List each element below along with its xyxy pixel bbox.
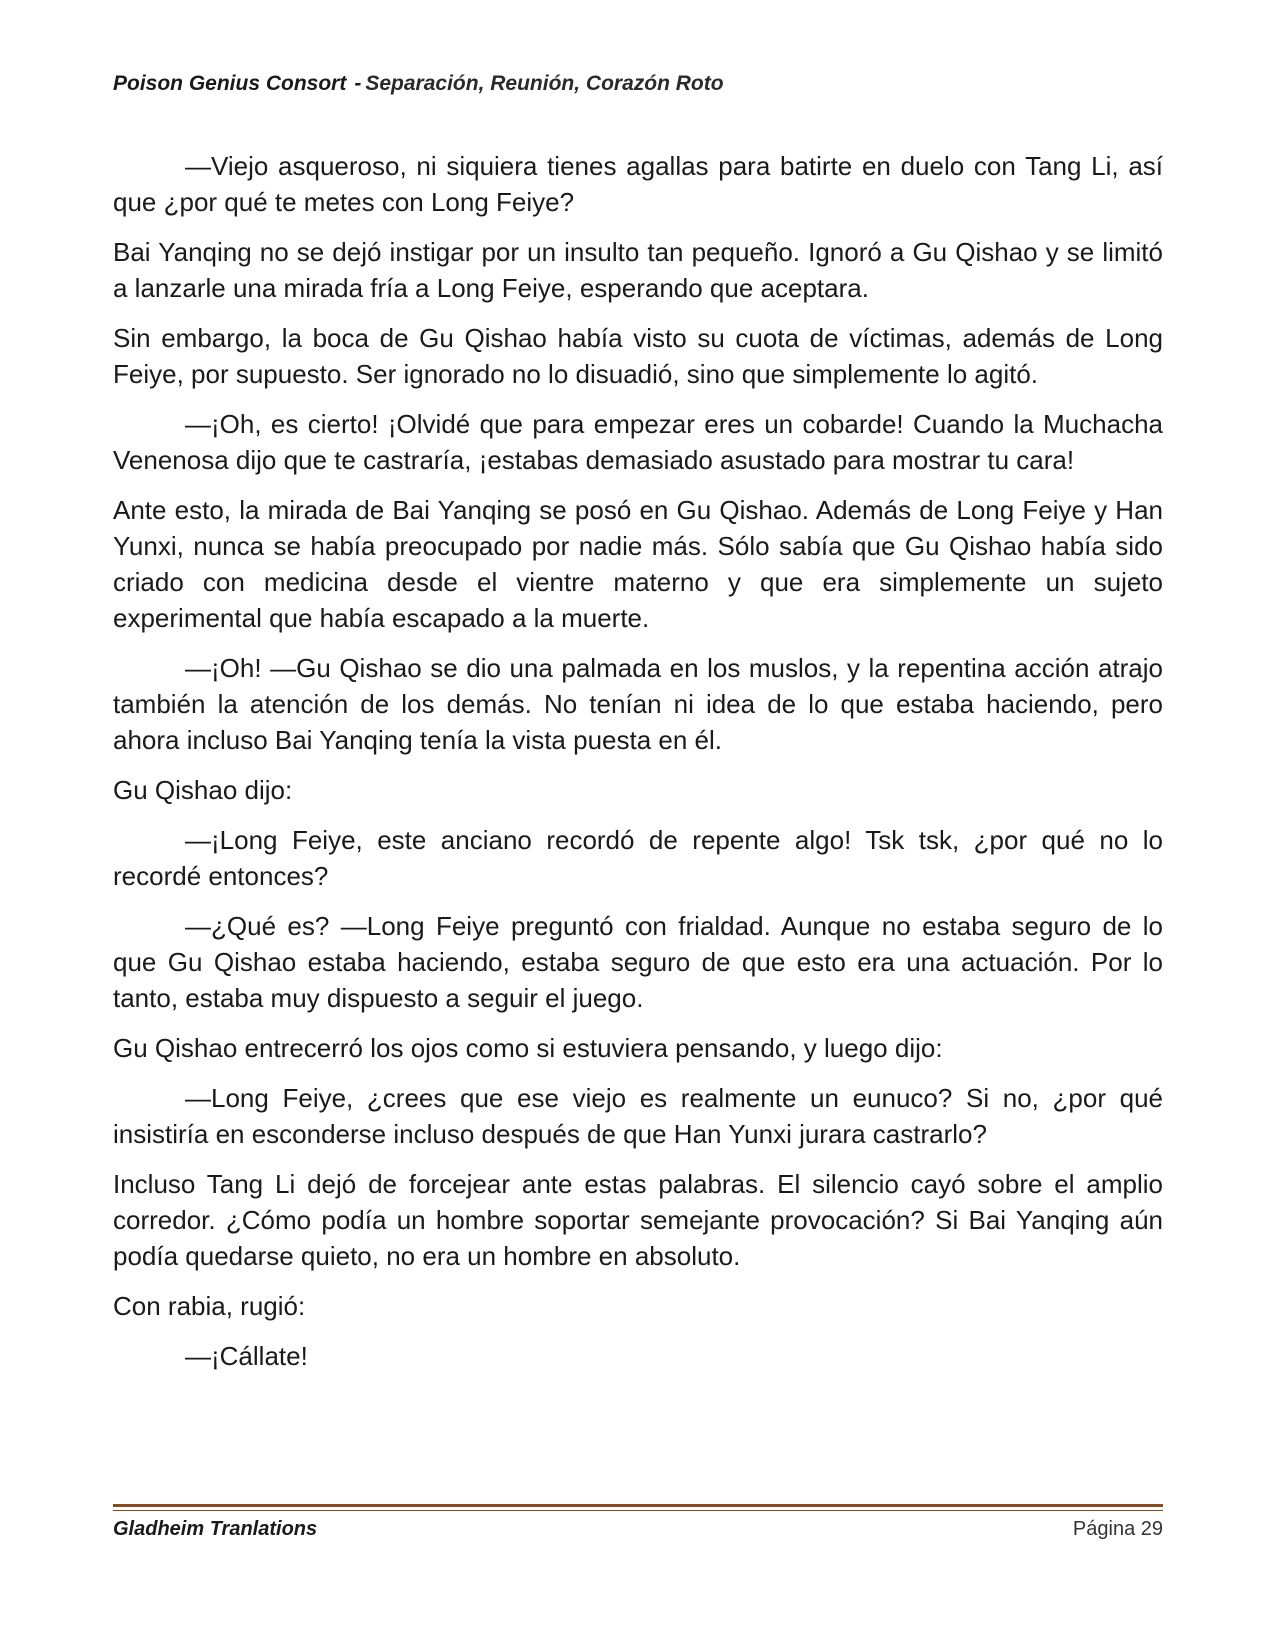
paragraph: Gu Qishao dijo: <box>113 775 293 805</box>
chapter-title: Separación, Reunión, Corazón Roto <box>365 72 724 95</box>
paragraph: Sin embargo, la boca de Gu Qishao había visto su cuota de víctimas, además de Long Feiye, por supuesto. Ser ignorado no lo disuadió, sino que simplemente lo agitó. <box>113 323 1163 389</box>
paragraph: Incluso Tang Li dejó de forcejear ante estas palabras. El silencio cayó sobre el amplio corredor. ¿Cómo podía un hombre soportar semejante provocación? Si Bai Yanqing aún podía quedarse quieto, no era un hombre en absoluto. <box>113 1169 1163 1271</box>
paragraph-dialog: —¡Long Feiye, este anciano recordó de repente algo! Tsk tsk, ¿por qué no lo recordé entonces? <box>113 825 1163 891</box>
page-body <box>113 148 1163 1388</box>
paragraph-dialog: —Viejo asqueroso, ni siquiera tienes agallas para batirte en duelo con Tang Li, así que ¿por qué te metes con Long Feiye? <box>113 151 1163 217</box>
footer-rule-thick <box>113 1504 1163 1507</box>
paragraph-dialog: —¡Oh, es cierto! ¡Olvidé que para empezar eres un cobarde! Cuando la Muchacha Venenosa dijo que te castraría, ¡estabas demasiado asustado para mostrar tu cara! <box>113 409 1163 475</box>
page-header <box>113 72 1163 96</box>
paragraph: Gu Qishao entrecerró los ojos como si estuviera pensando, y luego dijo: <box>113 1033 943 1063</box>
page-number: Página 29 <box>1072 1518 1163 1540</box>
paragraph: Con rabia, rugió: <box>113 1291 306 1321</box>
paragraph-dialog: —¡Cállate! <box>185 1341 308 1371</box>
paragraph-dialog: —Long Feiye, ¿crees que ese viejo es realmente un eunuco? Si no, ¿por qué insistiría en esconderse incluso después de que Han Yunxi jurara castrarlo? <box>113 1083 1163 1149</box>
paragraph-dialog: —¡Oh! —Gu Qishao se dio una palmada en los muslos, y la repentina acción atrajo también la atención de los demás. No tenían ni idea de lo que estaba haciendo, pero ahora incluso Bai Yanqing tenía la vista puesta en él. <box>113 653 1163 755</box>
paragraph: Ante esto, la mirada de Bai Yanqing se posó en Gu Qishao. Además de Long Feiye y Han Yunxi, nunca se había preocupado por nadie más. Sólo sabía que Gu Qishao había sido criado con medicina desde el vientre materno y que era simplemente un sujeto experimental que había escapado a la muerte. <box>113 495 1163 633</box>
paragraph: Bai Yanqing no se dejó instigar por un insulto tan pequeño. Ignoró a Gu Qishao y se limitó a lanzarle una mirada fría a Long Feiye, esperando que aceptara. <box>113 237 1163 303</box>
header-separator: - <box>354 72 362 95</box>
paragraph-dialog: —¿Qué es? —Long Feiye preguntó con frialdad. Aunque no estaba seguro de lo que Gu Qishao estaba haciendo, estaba seguro de que esto era una actuación. Por lo tanto, estaba muy dispuesto a seguir el juego. <box>113 911 1163 1013</box>
book-title: Poison Genius Consort <box>113 72 347 95</box>
footer-publisher: Gladheim Tranlations <box>113 1518 318 1540</box>
footer-rule-thin <box>113 1510 1163 1511</box>
